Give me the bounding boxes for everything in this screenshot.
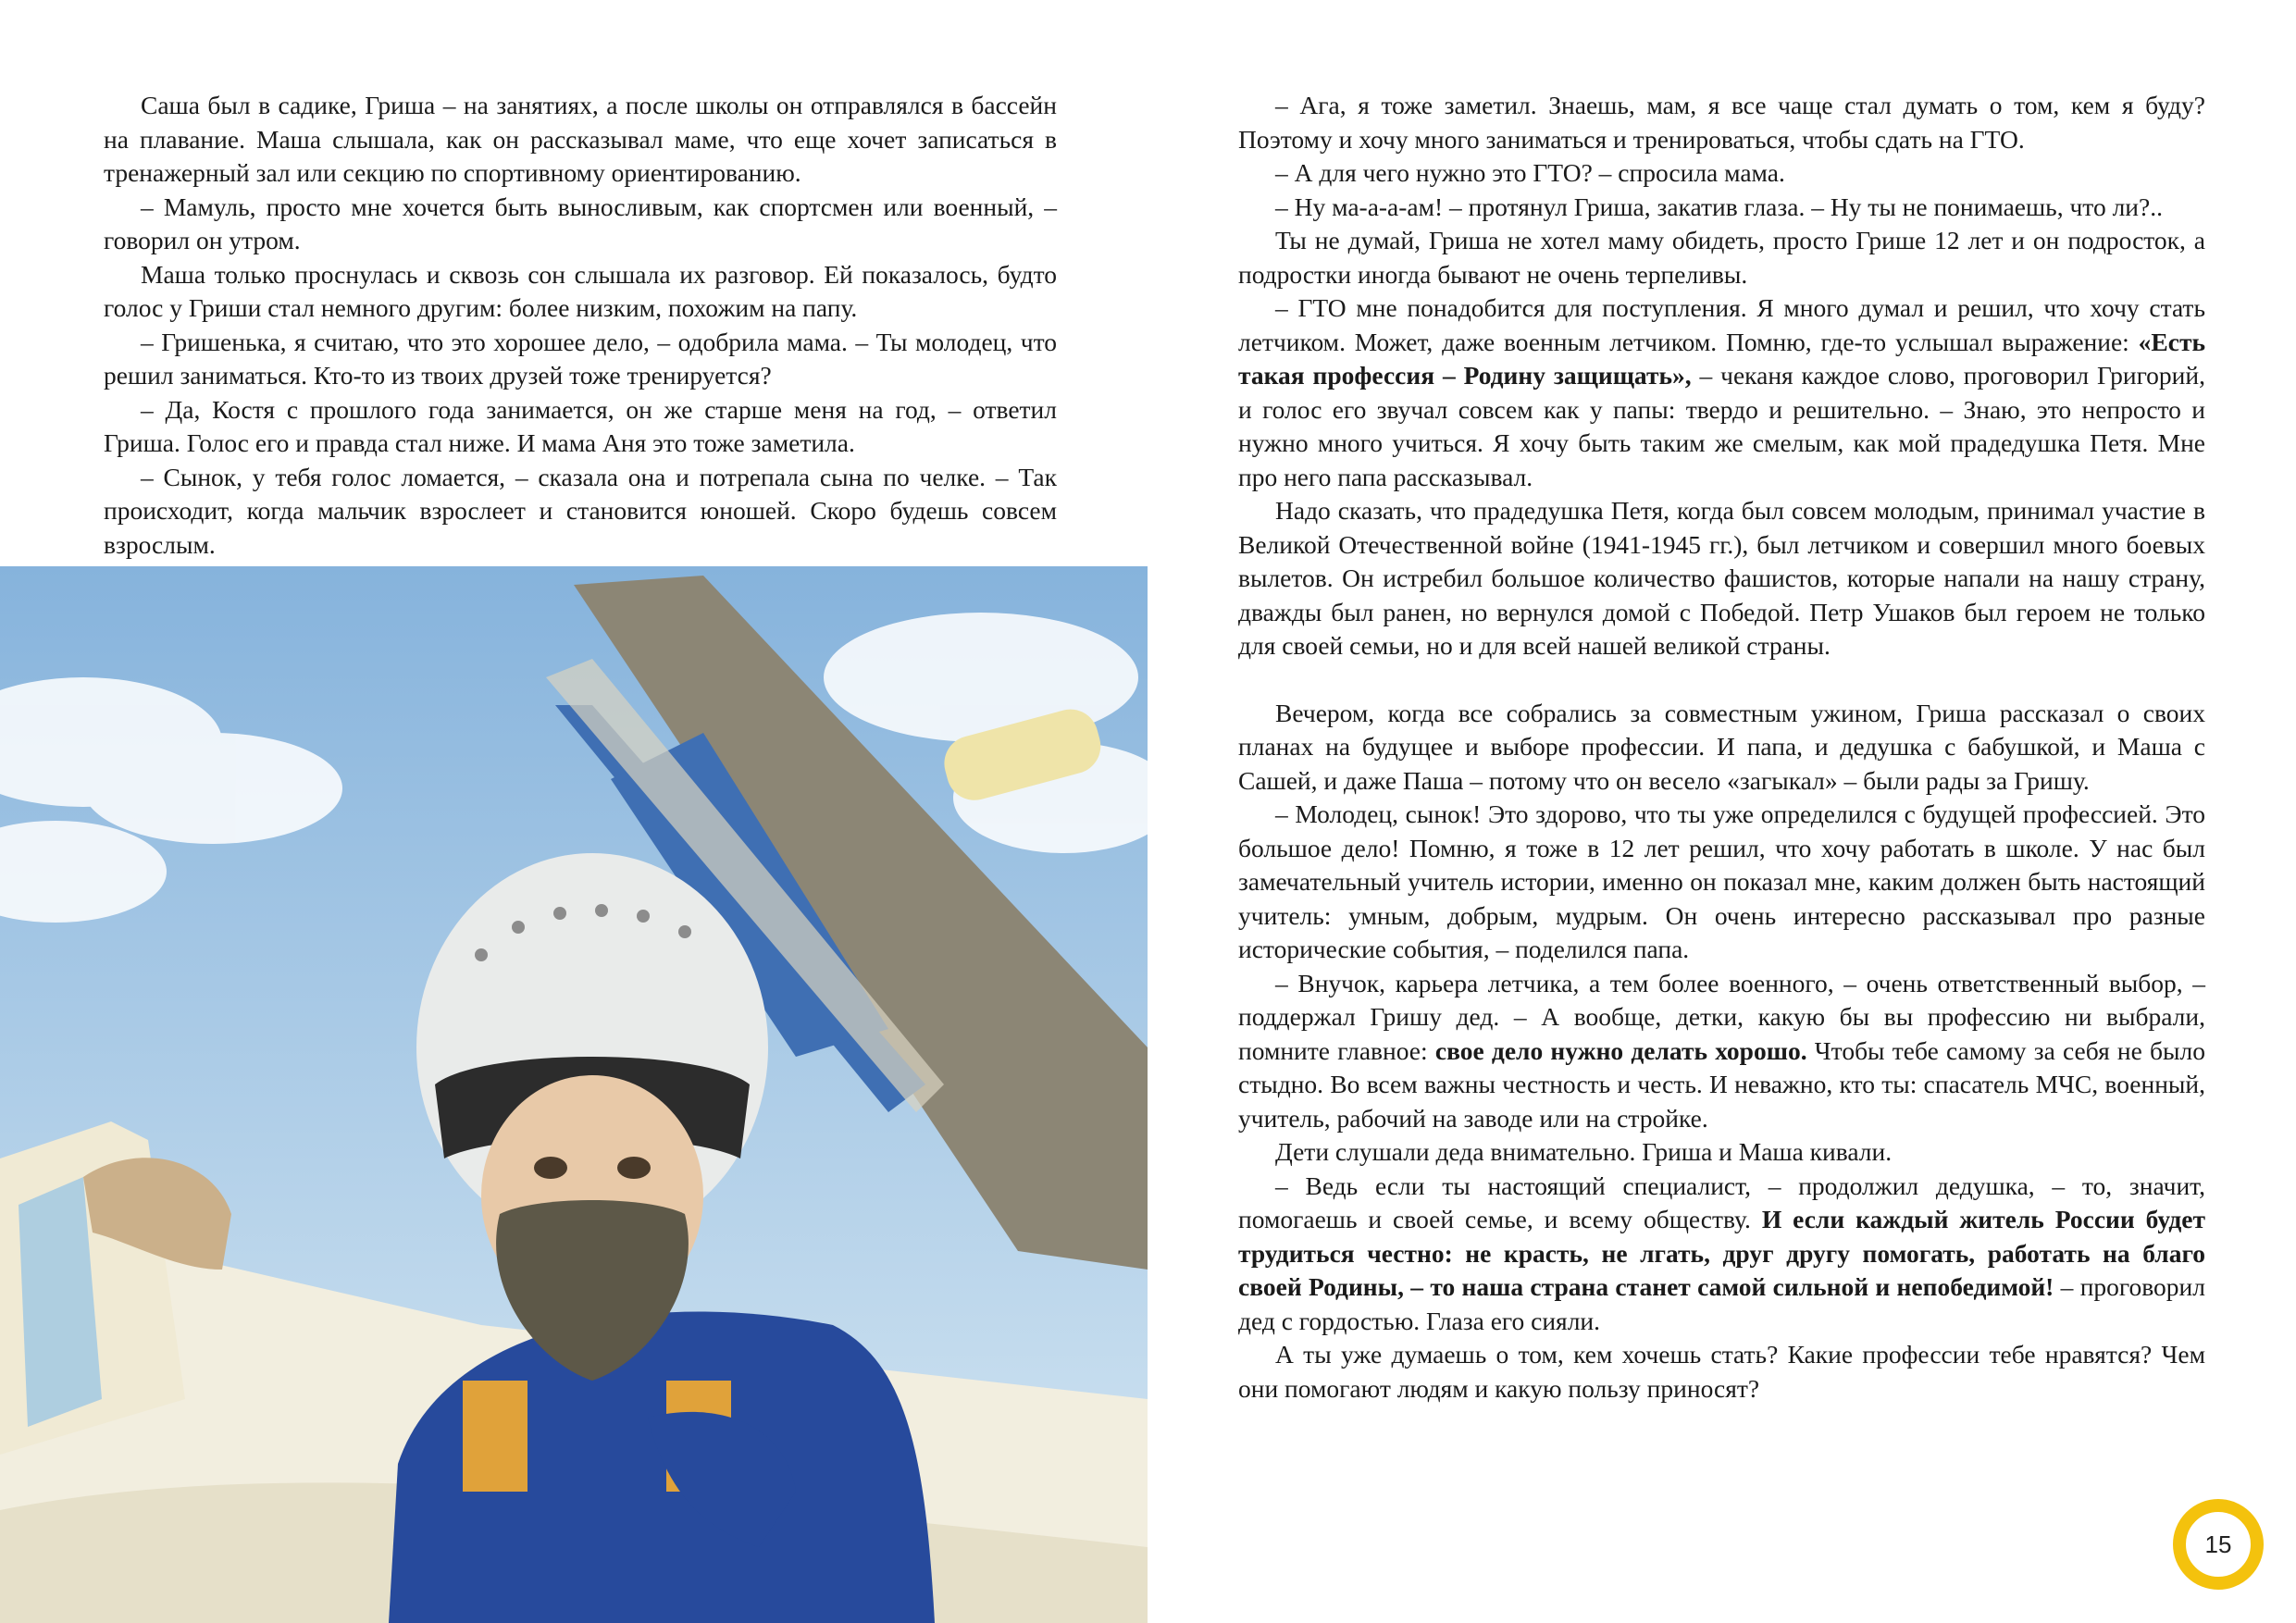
left-text-column: [104, 89, 1057, 562]
paragraph-gto: [1238, 291, 2205, 494]
bold-phrase: свое дело нужно делать хорошо.: [1434, 1035, 1807, 1065]
paragraph: Вечером, когда все собрались за совместным ужином, Гриша рассказал о своих планах на будущее и выборе профессии. И папа, и дедушка с бабушкой, и Маша с Сашей, и даже Паша – потому что он весело «загыкал» – были рады за Гришу.: [1238, 698, 2205, 795]
paragraph: – Сынок, у тебя голос ломается, – сказала она и потрепала сына по челке. – Так происходит, когда мальчик взрослеет и становится юношей. Скоро будешь совсем взрослым.: [104, 462, 1057, 559]
paragraph: Надо сказать, что прадедушка Петя, когда был совсем молодым, принимал участие в Великой Отечественной войне (1941-1945 гг.), был летчиком и совершил много боевых вылетов. Он истребил большое количество фашистов, которые напали на нашу страну, дважды был ранен, но вернулся домой с Победой. Петр Ушаков был героем не только для своей семьи, но и для всей нашей великой страны.: [1238, 496, 2205, 660]
text-run: – Ведь если ты настоящий специалист, – продолжил дедушка, – то, значит, помогаешь и своей семье, и всему обществу.: [1238, 1171, 2205, 1233]
paragraph: – Мамуль, просто мне хочется быть выносливым, как спортсмен или военный, – говорил он утром.: [104, 192, 1057, 254]
pilot-in-cockpit-illustration: [0, 566, 1148, 1623]
paragraph: – Ага, я тоже заметил. Знаешь, мам, я все чаще стал думать о том, кем я буду? Поэтому и хочу много заниматься и тренироваться, чтобы сдать на ГТО.: [1238, 91, 2205, 154]
harness: [463, 1381, 527, 1492]
paragraph: – Гришенька, я считаю, что это хорошее дело, – одобрила мама. – Ты молодец, что решил заниматься. Кто-то из твоих друзей тоже тренируется?: [104, 327, 1057, 390]
text-run: Чтобы тебе самому за себя не было стыдно. Во всем важны честность и честь. И неважно, кто ты: спасатель МЧС, военный, учитель, рабочий на заводе или на стройке.: [1238, 1035, 2206, 1133]
paragraph: – Молодец, сынок! Это здорово, что ты уже определился с будущей профессией. Это большое дело! Помню, я тоже в 12 лет решил, что хочу работать в школе. У нас был замечательный учитель истории, именно он показал мне, каким должен быть настоящий учитель: умным, добрым, мудрым. Он очень интересно рассказывал про разные исторические события, – поделился папа.: [1238, 799, 2205, 963]
page-number-badge: 15: [2173, 1499, 2264, 1590]
text-run: – чеканя каждое слово, проговорил Григорий, и голос его звучал совсем как у папы: твердо и решительно. – Знаю, это непросто и нужно много учиться. Я хочу быть таким же смелым, как мой прадедушка Петя. Мне про него папа рассказывал.: [1238, 361, 2205, 491]
bold-phrase: И если каждый житель России будет трудиться честно: не красть, не лгать, друг другу помогать, работать на благо своей Родины, – то наша страна станет самой сильной и непобедимой!: [1238, 1205, 2205, 1301]
paragraph-specialist: [1238, 1170, 2205, 1339]
paragraph: А ты уже думаешь о том, кем хочешь стать? Какие профессии тебе нравятся? Чем они помогают людям и какую пользу приносят?: [1238, 1340, 2205, 1403]
right-text-column: [1238, 89, 2205, 1406]
paragraph: Маша только проснулась и сквозь сон слышала их разговор. Ей показалось, будто голос у Гриши стал немного другим: более низким, похожим на папу.: [104, 259, 1057, 322]
paragraph-gap: [1238, 663, 2205, 697]
paragraph: Ты не думай, Гриша не хотел маму обидеть, просто Грише 12 лет и он подросток, а подростки иногда бывают не очень терпеливы.: [1238, 226, 2205, 289]
paragraph-grandpa: [1238, 967, 2205, 1136]
text-run: – ГТО мне понадобится для поступления. Я много думал и решил, что хочу стать летчиком. Может, даже военным летчиком. Помню, где-то услышал выражение:: [1238, 293, 2205, 356]
paragraph: Саша был в садике, Гриша – на занятиях, а после школы он отправлялся в бассейн на плавание. Маша слышала, как он рассказывал маме, что еще хочет записаться в тренажерный зал или секцию по спортивному ориентированию.: [104, 91, 1057, 187]
text-run: – Внучок, карьера летчика, а тем более военного, – очень ответственный выбор, –поддержал Гришу дед. – А вообще, детки, какую бы вы профессию ни выбрали, помните главное:: [1238, 968, 2205, 1065]
paragraph: Дети слушали деда внимательно. Гриша и Маша кивали.: [1275, 1137, 1893, 1166]
paragraph: – Да, Костя с прошлого года занимается, он же старше меня на год, – ответил Гриша. Голос его и правда стал ниже. И мама Аня это тоже заметила.: [104, 394, 1057, 457]
paragraph: – Ну ма-а-а-ам! – протянул Гриша, закатив глаза. – Ну ты не понимаешь, что ли?..: [1275, 192, 2163, 221]
paragraph: – А для чего нужно это ГТО? – спросила мама.: [1275, 158, 1785, 187]
bold-quote: «Есть такая профессия – Родину защищать»,: [1238, 327, 2205, 390]
text-run: – проговорил дед с гордостью. Глаза его сияли.: [1238, 1272, 2205, 1335]
